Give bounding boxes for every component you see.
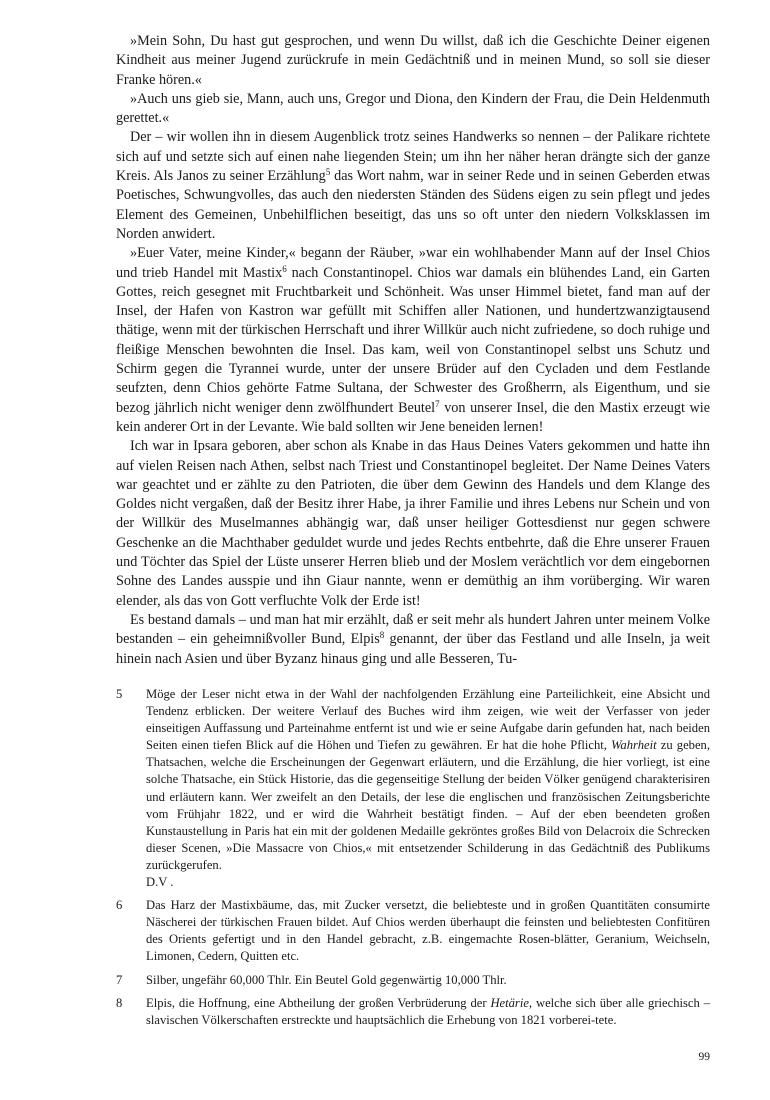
footnote-text: Das Harz der Mastixbäume, das, mit Zucker versetzt, die beliebteste und in großen Quantitäten consumirte Näscherei der türkischen Frauen bildet. Auf Chios werden überhaupt die feinsten und beliebtesten Confitüren des Orients gefertigt und in den Handel gebracht, z.B. eingemachte Rosen-blätter, Geranium, Weichseln, Limonen, Cedern, Quitten etc. [146,898,710,964]
footnote-text: Möge der Leser nicht etwa in der Wahl der nachfolgenden Erzählung eine Parteilichkeit, eine Absicht und Tendenz erblicken. Der weitere Verlauf des Buches wird ihm zeigen, wie weit der Verfasser von jeder einseitigen Auffassung und Parteinahme entfernt ist und wie er seine Aufgabe darin gefunden hat, nach beiden Seiten einen tiefen Blick auf die Höhen und Tiefen zu gewähren. Er hat die hohe Pflicht, Wahrheit zu geben, Thatsachen, welche die Erscheinungen der Gegenwart erläutern, und die Erzählung, die hier vorliegt, ist eine solche Thatsache, ein Stück Historie, das die gegenseitige Stellung der beiden Völker genügend charakterisiren und erläutern kann. Wer zweifelt an den Details, der lese die englischen und französischen Zeitungsberichte vom Frühjahr 1822, und er wird die Wahrheit bestätigt finden. – Auf der eben beendeten großen Kunstaustellung in Paris hat ein mit der goldenen Medaille gekröntes großes Bild von Delacroix die Schrecken dieser Scenen, »Die Massacre von Chios,« mit entsetzender Schilderung in das Gedächtniß des Publikums zurückgerufen. D.V . [146,686,710,891]
footnote-ref: 7 [435,398,440,409]
footnote-text: Elpis, die Hoffnung, eine Abtheilung der großen Verbrüderung der Hetärie, welche sich über alle griechisch – slavischen Völkerschaften erstreckte und hauptsächlich die Erhebung von 1821 vorberei-tete. [146,995,710,1027]
page-number: 99 [698,1051,710,1063]
main-text [116,32,710,669]
footnote-number: 7 [116,972,123,987]
footnote-signature: D.V . [146,875,174,890]
emphasis: Wahrheit [611,738,657,753]
footnote [116,897,710,965]
footnote-text: Silber, ungefähr 60,000 Thlr. Ein Beutel Gold gegenwärtig 10,000 Thlr. [146,972,507,987]
footnote-ref: 8 [379,630,385,641]
footnote [116,995,710,1029]
paragraph: Es bestand damals – und man hat mir erzählt, daß er seit mehr als hundert Jahren unter meinem Volke bestanden – ein geheimnißvoller Bund, Elpis$^8$ genannt, der über das Festland und alle Inseln, ja weit hinein nach Asien und über Byzanz hinaus ging und alle Besseren, Tu- [116,611,711,667]
paragraph: Ich war in Ipsara geboren, aber schon als Knabe in das Haus Deines Vaters gekommen und hatte ihn auf vielen Reisen nach Athen, selbst nach Triest und Constantinopel begleitet. Der Name Deines Vaters war geachtet und er zählte zu den Patrioten, die über dem Gewinn des Handels und dem Klange des Goldes nicht vergaßen, daß der Besitz ihrer Habe, ja ihrer Familie und ihres Lebens nur Schein und von der Willkür des Muselmannes abhängig war, daß unser heiliger Gottesdienst nur gegen schwere Geschenke an die Machthaber geduldet wurde und jedes Rechts entbehrte, daß die Ehre unserer Frauen und Töchter das Spiel der Lüste unserer Herren blieb und der Moslem verächtlich vor dem eingebornen Sohne des Landes ausspie und ihn Giaur nannte, wenn er demüthig an ihm vorüberging. Wir waren elender, als das von Gott verfluchte Volk der Erde ist! [116,438,710,609]
footnote-number: 6 [116,898,123,913]
paragraph: »Mein Sohn, Du hast gut gesprochen, und wenn Du willst, daß ich die Geschichte Deiner eigenen Kindheit aus meiner Jugend zurückrufe in mein Gedächtniß und in meinen Mund, so soll sie dieser Franke hören.« [116,33,710,88]
paragraph: Der – wir wollen ihn in diesem Augenblick trotz seines Handwerks so nennen – der Palikare richtete sich auf und setzte sich auf einen nahe liegenden Stein; um ihn her näher heran drängte sich der ganze Kreis. Als Janos zu seiner Erzählung$^5$ das Wort nahm, war in seiner Rede und in seinen Geberden etwas Poetisches, Schwungvolles, das auch den niedersten Ständen des Südens eigen zu sein pflegt und jedes Element des Gemeinen, Unbehilflichen beseitigt, das uns so oft unter den niedern Volksklassen im Norden anwidert. [116,129,710,242]
paragraph: »Auch uns gieb sie, Mann, auch uns, Gregor und Diona, den Kindern der Frau, die Dein Heldenmuth gerettet.« [116,90,710,127]
footnote-number: 8 [116,995,123,1010]
emphasis: Hetärie, [490,995,533,1010]
footnote [116,972,710,989]
footnote-ref: 6 [282,263,287,274]
footnote-number: 5 [116,687,123,701]
footnotes [116,686,710,1035]
footnote [116,686,710,891]
footnote-ref: 5 [325,167,331,178]
paragraph: »Euer Vater, meine Kinder,« begann der Räuber, »war ein wohlhabender Mann auf der Insel Chios und trieb Handel mit Mastix$^6$ nach Constantinopel. Chios war damals ein blühendes Land, ein Garten Gottes, reich gesegnet mit Fruchtbarkeit und Schönheit. Was unser Himmel bietet, fand man auf der Insel, der Hafen von Kastron war gefüllt mit Schiffen aller Nationen, und hundertzwanzigtausend thätige, wenn mit der türkischen Herrschaft und ihrer Willkür auch nicht zufriedene, so doch ruhige und fleißige Menschen bewohnten die Insel. Das kam, weil von Constantinopel selbst uns Schutz und Schirm gegen die Tyrannei wurde, unter der unsere Brüder auf den Cycladen und dem Festlande seufzten, denn Chios gehörte Fatme Sultana, der Schwester des Großherrn, als Eigenthum, und sie bezog jährlich nicht weniger denn zwölfhundert Beutel$^7$ von unserer Insel, die den Mastix erzeugt wie kein anderer Ort in der Levante. Wie bald sollten wir Jene beneiden lernen! [116,245,710,435]
